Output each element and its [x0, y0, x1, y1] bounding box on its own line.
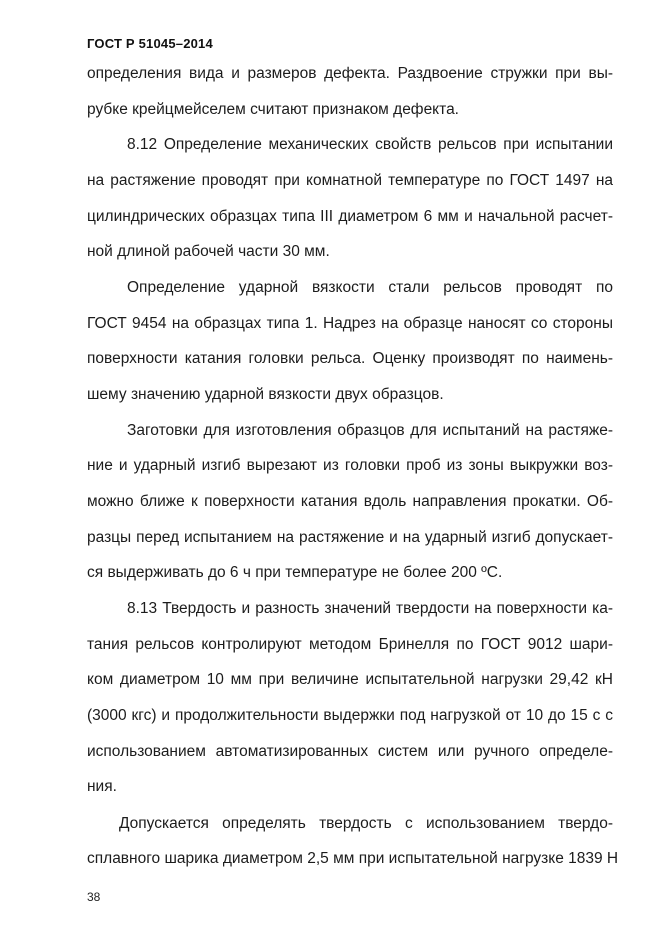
text-line: ной длиной рабочей части 30 мм. — [87, 243, 330, 260]
text-line: разцы перед испытанием на растяжение и на ударный изгиб допускает- — [87, 529, 613, 546]
text-line: 8.12 Определение механических свойств рельсов при испытании — [127, 136, 613, 153]
text-line: ние и ударный изгиб вырезают из головки проб из зоны выкружки воз- — [87, 457, 613, 474]
text-line: (3000 кгс) и продолжительности выдержки под нагрузкой от 10 до 15 с с — [87, 707, 613, 724]
text-line: использованием автоматизированных систем или ручного определе- — [87, 743, 613, 760]
text-line: сплавного шарика диаметром 2,5 мм при испытательной нагрузке 1839 Н — [87, 850, 619, 867]
text-line: шему значению ударной вязкости двух образцов. — [87, 386, 444, 403]
document-header: ГОСТ Р 51045–2014 — [87, 36, 213, 51]
text-line: тания рельсов контролируют методом Бринелля по ГОСТ 9012 шари- — [87, 636, 613, 653]
text-line: Допускается определять твердость с использованием твердо- — [119, 815, 613, 832]
text-line: ГОСТ 9454 на образцах типа 1. Надрез на образце наносят со стороны — [87, 315, 613, 332]
text-line: поверхности катания головки рельса. Оценку производят по наимень- — [87, 350, 613, 367]
text-line: Определение ударной вязкости стали рельсов проводят по — [127, 279, 613, 296]
text-line: цилиндрических образцах типа III диаметром 6 мм и начальной расчет- — [87, 208, 613, 225]
text-line: ком диаметром 10 мм при величине испытательной нагрузки 29,42 кН — [87, 671, 613, 688]
text-line: рубке крейцмейселем считают признаком дефекта. — [87, 101, 459, 118]
text-line: 8.13 Твердость и разность значений твердости на поверхности ка- — [127, 600, 613, 617]
text-line: определения вида и размеров дефекта. Раздвоение стружки при вы- — [87, 65, 613, 82]
text-line: Заготовки для изготовления образцов для испытаний на растяже- — [127, 422, 613, 439]
text-line: на растяжение проводят при комнатной температуре по ГОСТ 1497 на — [87, 172, 613, 189]
text-line: ся выдерживать до 6 ч при температуре не более 200 ºС. — [87, 564, 503, 581]
page-number: 38 — [87, 890, 101, 904]
text-line: ния. — [87, 778, 117, 795]
text-line: можно ближе к поверхности катания вдоль направления прокатки. Об- — [87, 493, 613, 510]
